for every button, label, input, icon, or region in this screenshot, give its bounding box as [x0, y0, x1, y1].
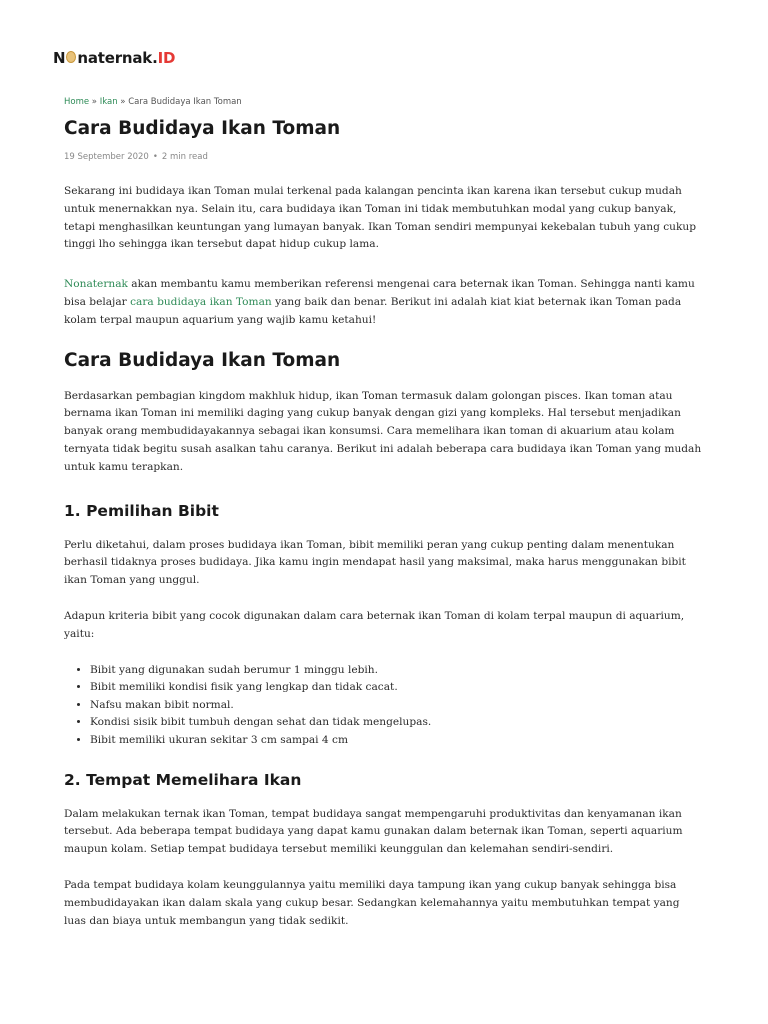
logo-letter-n: N — [53, 49, 66, 67]
breadcrumb-current: Cara Budidaya Ikan Toman — [128, 97, 242, 107]
logo-suffix: ID — [157, 49, 176, 67]
breadcrumb-separator: » — [89, 97, 100, 107]
cara-budidaya-link[interactable]: cara budidaya ikan Toman — [130, 295, 272, 308]
breadcrumb-home-link[interactable]: Home — [64, 97, 90, 107]
logo-dot: . — [152, 49, 158, 67]
reference-text-1: akan membantu kamu memberikan referensi mengenai cara beternak ikan Toman. Sehingga nanti kamu bisa belajar — [64, 278, 695, 308]
reference-paragraph — [64, 276, 704, 329]
list-item: • Nafsu makan bibit normal. — [90, 697, 704, 715]
read-time: 2 min read — [161, 152, 208, 162]
subheading-tempat-memelihara: 2. Tempat Memelihara Ikan — [64, 770, 302, 789]
nonaternak-link[interactable]: Nonaternak — [64, 278, 128, 291]
egg-icon — [66, 51, 76, 63]
kriteria-paragraph: Adapun kriteria bibit yang cocok digunakan dalam cara beternak ikan Toman di kolam terpal maupun di aquarium, yaitu: — [64, 609, 685, 640]
logo-wordmark: naternak — [77, 49, 153, 67]
section-heading: Cara Budidaya Ikan Toman — [64, 349, 341, 371]
subheading-pemilihan-bibit: 1. Pemilihan Bibit — [64, 501, 219, 520]
post-meta — [64, 152, 208, 162]
list-item: • Kondisi sisik bibit tumbuh dengan sehat dan tidak mengelupas. — [90, 714, 704, 732]
bibit-paragraph: Perlu diketahui, dalam proses budidaya ikan Toman, bibit memiliki peran yang cukup penting dalam menentukan berhasil tidaknya proses budidaya. Jika kamu ingin mendapat hasil yang maksimal, maka harus menggunakan bibit ikan Toman yang unggul. — [64, 538, 686, 587]
section-paragraph: Berdasarkan pembagian kingdom makhluk hidup, ikan Toman termasuk dalam golongan pisces. Ikan toman atau bernama ikan Toman ini memiliki daging yang cukup banyak dengan gizi yang kompleks. Hal tersebut menjadikan banyak orang membudidayakannya sebagai ikan konsumsi. Cara memelihara ikan toman di akuarium atau kolam ternyata tidak begitu susah asalkan tahu caranya. Berikut ini adalah beberapa cara budidaya ikan Toman yang mudah untuk kamu terapkan. — [64, 389, 702, 473]
breadcrumb — [64, 97, 242, 107]
breadcrumb-category-link[interactable]: Ikan — [99, 97, 118, 107]
list-item: • Bibit yang digunakan sudah berumur 1 minggu lebih. — [90, 662, 704, 680]
kriteria-list — [64, 662, 704, 750]
tempat-paragraph: Dalam melakukan ternak ikan Toman, tempat budidaya sangat mempengaruhi produktivitas dan kenyamanan ikan tersebut. Ada beberapa tempat budidaya yang dapat kamu gunakan dalam beternak ikan Toman, seperti aquarium maupun kolam. Setiap tempat budidaya tersebut memiliki keunggulan dan kelemahan sendiri-sendiri. — [64, 807, 683, 856]
article-body — [64, 183, 704, 930]
page-title: Cara Budidaya Ikan Toman — [64, 118, 341, 139]
list-item: • Bibit memiliki kondisi fisik yang lengkap dan tidak cacat. — [90, 679, 704, 697]
site-logo[interactable] — [53, 49, 175, 67]
reference-text-2: yang baik dan benar. Berikut ini adalah kiat kiat beternak ikan Toman pada kolam terpal maupun aquarium yang wajib kamu ketahui! — [64, 295, 682, 326]
meta-separator: • — [152, 152, 158, 162]
list-item: • Bibit memiliki ukuran sekitar 3 cm sampai 4 cm — [90, 732, 704, 750]
intro-paragraph: Sekarang ini budidaya ikan Toman mulai terkenal pada kalangan pencinta ikan karena ikan tersebut cukup mudah untuk menernakkan nya. Selain itu, cara budidaya ikan Toman ini tidak membutuhkan modal yang cukup banyak, tetapi menghasilkan keuntungan yang lumayan banyak. Ikan Toman sendiri mempunyai kekebalan tubuh yang cukup tinggi lho sehingga ikan tersebut dapat hidup cukup lama. — [64, 185, 697, 251]
kolam-paragraph: Pada tempat budidaya kolam keunggulannya yaitu memiliki daya tampung ikan yang cukup banyak sehingga bisa membudidayakan ikan dalam skala yang cukup besar. Sedangkan kelemahannya yaitu membutuhkan tempat yang luas dan biaya untuk membangun yang tidak sedikit. — [64, 878, 680, 927]
breadcrumb-separator: » — [117, 97, 129, 107]
post-date: 19 September 2020 — [64, 152, 149, 162]
